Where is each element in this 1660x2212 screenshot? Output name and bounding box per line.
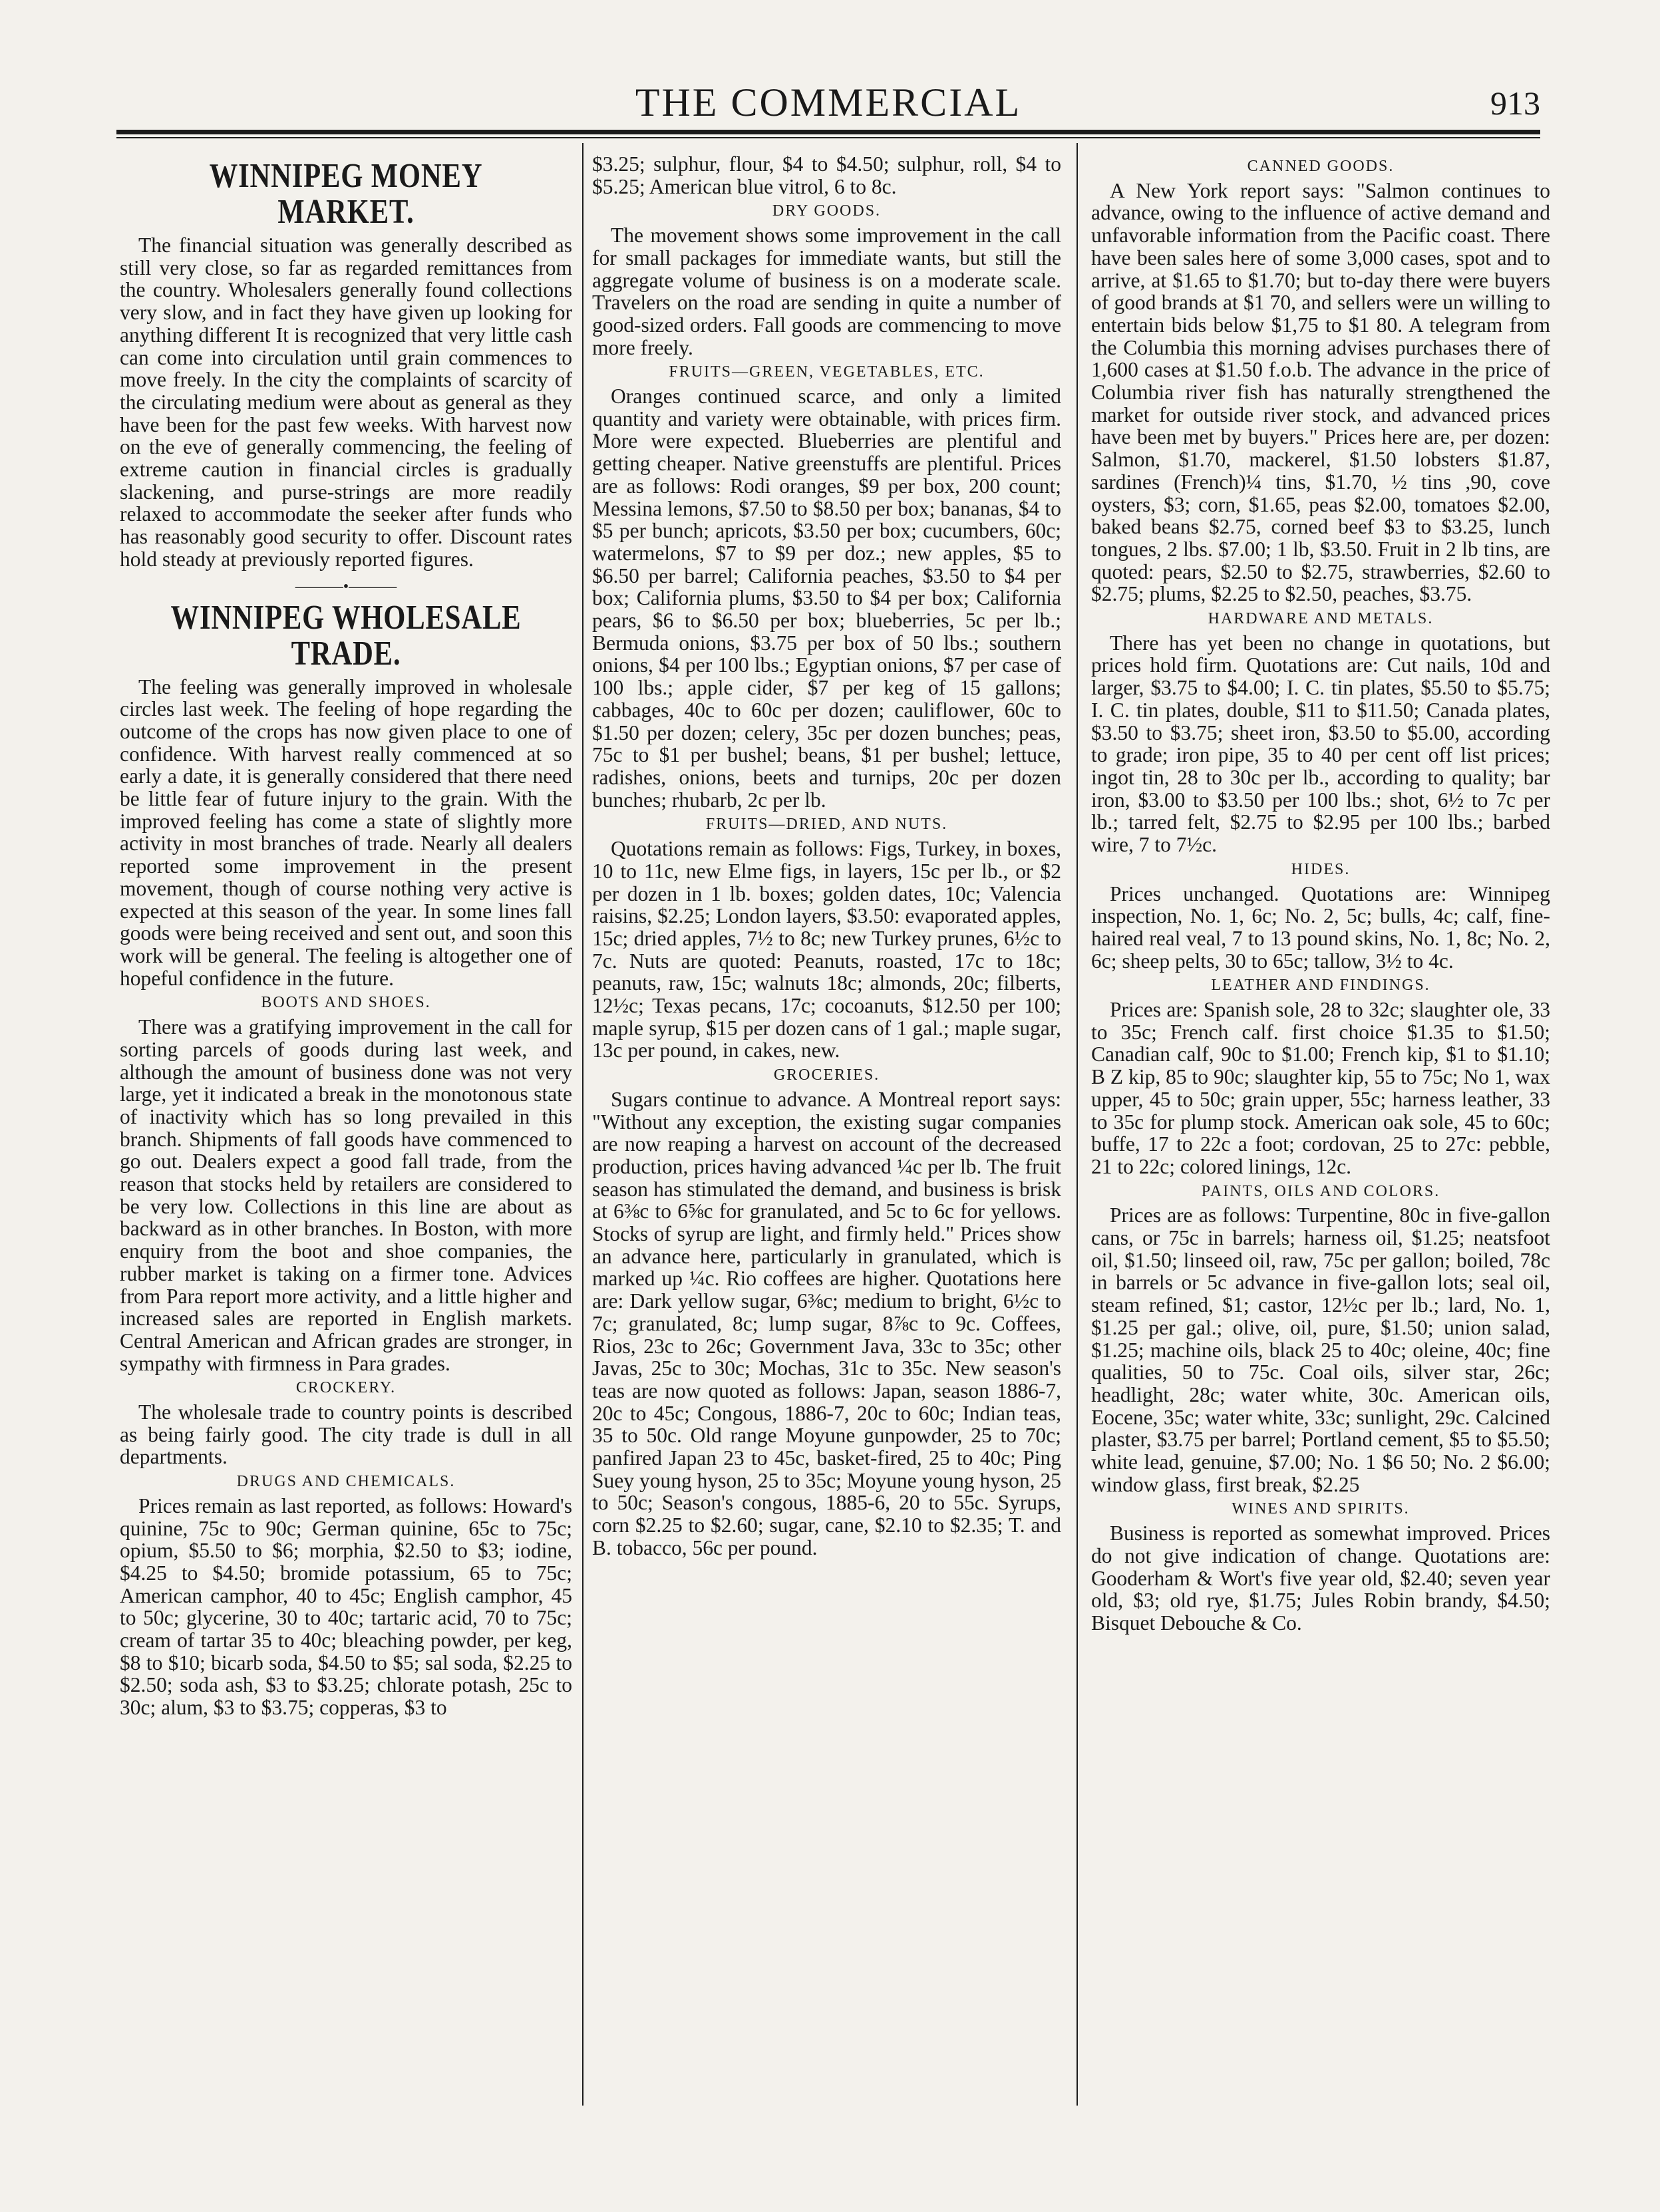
page-number: 913 <box>1490 84 1540 122</box>
groceries-heading: GROCERIES. <box>773 1066 880 1084</box>
groceries-body: Sugars continue to advance. A Montreal report says: "Without any exception, the existing sugar companies are now reaping a harvest on account of the decreased production, prices having advanced ¼c per lb. The fruit season has stimulated the demand, and business is brisk at 6⅜c to 6⅝c for granulated, and 5c to 6c for yellows. Stocks of syrup are light, and firmly held." Prices show an advance here, particularly in granulated, which is marked up ¼c. Rio coffees are higher. Quotations here are: Dark yellow sugar, 6⅜c; medium to bright, 6½c to 7c; granulated, 8c; lump sugar, 8⅞c to 9c. Coffees, Rios, 23c to 26c; Government Java, 33c to 35c; other Javas, 25c to 30c; Mochas, 31c to 35c. New season's teas are now quoted as follows: Japan, season 1886-7, 20c to 45c; Congous, 1886-7, 20c to 60c; Indian teas, 35 to 50c. Old range Moyune gunpowder, 25 to 70c; panfired Japan 23 to 45c, basket-fired, 25 to 40c; Ping Suey young hyson, 25 to 35c; Moyune young hyson, 25 to 50c; Season's congous, 1885-6, 20 to 55c. Syrups, corn $2.25 to $2.60; sugar, cane, $2.10 to $2.35; T. and B. tobacco, 56c per pound. <box>592 1087 1061 1559</box>
masthead <box>116 80 1540 126</box>
money-market-heading: WINNIPEG MONEY MARKET. <box>209 157 483 231</box>
money-market-body: The financial situation was generally described as still very close, so far as regarded remittances from the country. Wholesalers generally found collections very slow, and in fact they have given up looking for anything different It is recognized that very little cash can come into circulation until grain commences to move freely. In the city the complaints of scarcity of the circulating medium were about as general as they have been for the past few weeks. With harvest now on the eve of generally commencing, the feeling of extreme caution in financial circles is gradually slackening, and purse-strings are more readily relaxed to accommodate the seeker after funds who has reasonably good security to offer. Discount rates hold steady at previously reported figures. <box>120 234 572 571</box>
column-1 <box>120 153 572 1719</box>
canned-goods-heading: CANNED GOODS. <box>1247 158 1395 175</box>
header-rule-thick <box>116 130 1540 134</box>
paints-heading: PAINTS, OILS AND COLORS. <box>1201 1182 1440 1200</box>
column-divider-2 <box>1077 143 1078 2106</box>
column-3 <box>1091 153 1550 1635</box>
wholesale-trade-body: The feeling was generally improved in wholesale circles last week. The feeling of hope regarding the outcome of the crops has now given place to one of confidence. With harvest really commenced at so early a date, it is generally considered that there need be little fear of future injury to the grain. With the improved feeling has come a state of slightly more activity in most branches of trade. Nearly all dealers reported some improvement in the present movement, though of course nothing very active is expected at this season of the year. In some lines fall goods were being received and sent out, and soon this work will be general. The feeling is altogether one of hopeful confidence in the future. <box>120 675 572 990</box>
hides-heading: HIDES. <box>1291 860 1351 878</box>
leather-heading: LEATHER AND FINDINGS. <box>1211 977 1430 995</box>
header-rule-thin <box>116 137 1540 138</box>
wholesale-trade-heading: WINNIPEG WHOLESALE TRADE. <box>170 598 522 673</box>
hardware-body: There has yet been no change in quotations, but prices hold firm. Quotations are: Cut nails, 10d and larger, $3.75 to $4.00; I. C. tin plates, $5.50 to $5.75; I. C. tin plates, double, $11 to $11.50; Canada plates, $3.50 to $3.75; sheet iron, $3.50 to $5.00, according to grade; iron pipe, 35 to 40 per cent off list prices; ingot tin, 28 to 30c per lb., according to quality; bar iron, $3.00 to $3.50 per 100 lbs.; shot, 6½ to 7c per lb.; tarred felt, $2.75 to $2.95 per 100 lbs.; barbed wire, 7 to 7½c. <box>1091 631 1550 857</box>
fruits-green-heading: FRUITS—GREEN, VEGETABLES, ETC. <box>669 363 985 381</box>
hides-body: Prices unchanged. Quotations are: Winnipeg inspection, No. 1, 6c; No. 2, 5c; bulls, 4c; calf, fine-haired real veal, 7 to 13 pound skins, No. 1, 8c; No. 2, 6c; sheep pelts, 30 to 65c; tallow, 3½ to 4c. <box>1091 881 1550 973</box>
fruits-green-body: Oranges continued scarce, and only a limited quantity and variety were obtainable, with prices firm. More were expected. Blueberries are plentiful and getting cheaper. Native greenstuffs are plentiful. Prices are as follows: Rodi oranges, $9 per box, 200 count; Messina lemons, $7.50 to $8.50 per box; bananas, $4 to $5 per bunch; apricots, $3.50 per box; cucumbers, 60c; watermelons, $7 to $9 per doz.; new apples, $5 to $6.50 per barrel; California peaches, $3.50 to $4 per box; California plums, $3.50 to $4 per box; California pears, $6 to $6.50 per box; blueberries, 5c per lb.; Bermuda onions, $3.75 per box of 50 lbs.; southern onions, $4 per 100 lbs.; Egyptian onions, $7 per case of 100 lbs.; apple cider, $7 per keg of 15 gallons; cabbages, 40c to 60c per dozen; cauliflower, 60c to $1.50 per dozen; celery, 35c per dozen bunches; peas, 75c to $1 per bushel; beans, $1 per bushel; lettuce, radishes, onions, beets and turnips, 20c per dozen bunches; rhubarb, 2c per lb. <box>592 385 1061 812</box>
drugs-continued: $3.25; sulphur, flour, $4 to $4.50; sulphur, roll, $4 to $5.25; American blue vitrol, 6 to 8c. <box>592 152 1061 198</box>
hardware-heading: HARDWARE AND METALS. <box>1208 610 1434 628</box>
crockery-body: The wholesale trade to country points is described as being fairly good. The city trade is dull in all departments. <box>120 1400 572 1469</box>
boots-heading: BOOTS AND SHOES. <box>261 994 431 1012</box>
wines-heading: WINES AND SPIRITS. <box>1232 1500 1410 1518</box>
section-separator: ———•——— <box>295 577 397 595</box>
paints-body: Prices are as follows: Turpentine, 80c in five-gallon cans, or 75c in barrels; harness oil, $1.25; neatsfoot oil, $1.50; linseed oil, raw, 75c per gallon; boiled, 78c in barrels or 5c advance in five-gallon lots; seal oil, steam refined, $1; castor, 12½c per lb.; lard, No. 1, $1.25 per gal.; olive, oil, pure, $1.50; union salad, $1.25; machine oils, black 25 to 40c; oleine, 40c; fine qualities, 50 to 75c. Coal oils, silver star, 26c; headlight, 28c; water white, 30c. American oils, Eocene, 35c; water white, 33c; sunlight, 29c. Calcined plaster, $3.75 per barrel; Portland cement, $5 to $5.50; white lead, genuine, $7.00; No. 1 $6 50; No. 2 $6.00; window glass, first break, $2.25 <box>1091 1203 1550 1496</box>
canned-goods-body: A New York report says: "Salmon continues to advance, owing to the influence of active demand and unfavorable information from the Pacific coast. There have been sales here of some 3,000 cases, spot and to arrive, at $1.65 to $1.70; but to-day there were buyers of good brands at $1 70, and sellers were un willing to entertain bids below $1,75 to $1 80. A telegram from the Columbia this morning advises purchases there of 1,600 cases at $1.50 f.o.b. The advance in the price of Columbia river fish has naturally strengthened the market for outside river stock, and advanced prices have been met by buyers." Prices here are, per dozen: Salmon, $1.70, mackerel, $1.50 lobsters $1.87, sardines (French)¼ tins, $1.70, ½ tins ,90, cove oysters, $3; corn, $1.65, peas $2.00, tomatoes $2.00, baked beans $2.75, corned beef $3 to $3.25, lunch tongues, 2 lbs. $7.00; 1 lb, $3.50. Fruit in 2 lb tins, are quoted: pears, $2.50 to $2.75, strawberries, $2.60 to $2.75; plums, $2.25 to $2.50, peaches, $3.75. <box>1091 178 1550 606</box>
dry-goods-heading: DRY GOODS. <box>772 202 882 220</box>
column-divider-1 <box>582 143 583 2106</box>
dry-goods-body: The movement shows some improvement in the call for small packages for immediate wants, but still the aggregate volume of business is on a moderate scale. Travelers on the road are sending in quite a number of good-sized orders. Fall goods are commencing to move more freely. <box>592 224 1061 359</box>
fruits-dried-heading: FRUITS—DRIED, AND NUTS. <box>705 816 948 834</box>
leather-body: Prices are: Spanish sole, 28 to 32c; slaughter ole, 33 to 35c; French calf. first choice $1.35 to $1.50; Canadian calf, 90c to $1.00; French kip, $1 to $1.10; B Z kip, 85 to 90c; slaughter kip, 55 to 75c; No 1, wax upper, 45 to 50c; grain upper, 55c; harness leather, 33 to 35c for plump stock. American oak sole, 45 to 60c; buffe, 17 to 22c a foot; cordovan, 25 to 27c: pebble, 21 to 22c; colored linings, 12c. <box>1091 998 1550 1178</box>
drugs-heading: DRUGS AND CHEMICALS. <box>236 1473 456 1491</box>
fruits-dried-body: Quotations remain as follows: Figs, Turkey, in boxes, 10 to 11c, new Elme figs, in layers, 15c per lb., or $2 per dozen in 1 lb. boxes; golden dates, 10c; Valencia raisins, $2.25; London layers, $3.50: evaporated apples, 15c; dried apples, 7½ to 8c; new Turkey prunes, 6½c to 7c. Nuts are quoted: Peanuts, roasted, 17c to 18c; peanuts, raw, 15c; walnuts 18c; almonds, 20c; filberts, 12½c; Texas pecans, 17c; cocoanuts, $12.50 per 100; maple syrup, $15 per dozen cans of 1 gal.; maple sugar, 13c per pound, in cakes, new. <box>592 837 1061 1062</box>
publication-title: THE COMMERCIAL <box>635 80 1022 124</box>
crockery-heading: CROCKERY. <box>295 1379 397 1397</box>
wines-body: Business is reported as somewhat improved. Prices do not give indication of change. Quotations are: Gooderham & Wort's five year old, $2.40; seven year old, $3; old rye, $1.75; Jules Robin brandy, $4.50; Bisquet Debouche & Co. <box>1091 1521 1550 1635</box>
drugs-body: Prices remain as last reported, as follows: Howard's quinine, 75c to 90c; German quinine, 65c to 75c; opium, $5.50 to $6; morphia, $2.50 to $3; iodine, $4.25 to $4.50; bromide potassium, 65 to 75c; American camphor, 40 to 45c; English camphor, 45 to 50c; glycerine, 30 to 40c; tartaric acid, 70 to 75c; cream of tartar 35 to 40c; bleaching powder, per keg, $8 to $10; bicarb soda, $4.50 to $5; sal soda, $2.25 to $2.50; soda ash, $3 to $3.25; chlorate potash, 25c to 30c; alum, $3 to $3.75; copperas, $3 to <box>120 1494 572 1720</box>
column-2 <box>592 153 1061 1559</box>
boots-body: There was a gratifying improvement in the call for sorting parcels of goods during last week, and although the amount of business done was not very large, yet it indicated a break in the monotonous state of inactivity which has so long prevailed in this branch. Shipments of fall goods have commenced to go out. Dealers expect a good fall trade, from the reason that stocks held by retailers are considered to be very low. Collections in this line are about as backward as in other branches. In Boston, with more enquiry from the boot and shoe companies, the rubber market is taking on a firmer tone. Advices from Para report more activity, and a little higher and increased sales are reported in English markets. Central American and African grades are stronger, in sympathy with firmness in Para grades. <box>120 1015 572 1375</box>
